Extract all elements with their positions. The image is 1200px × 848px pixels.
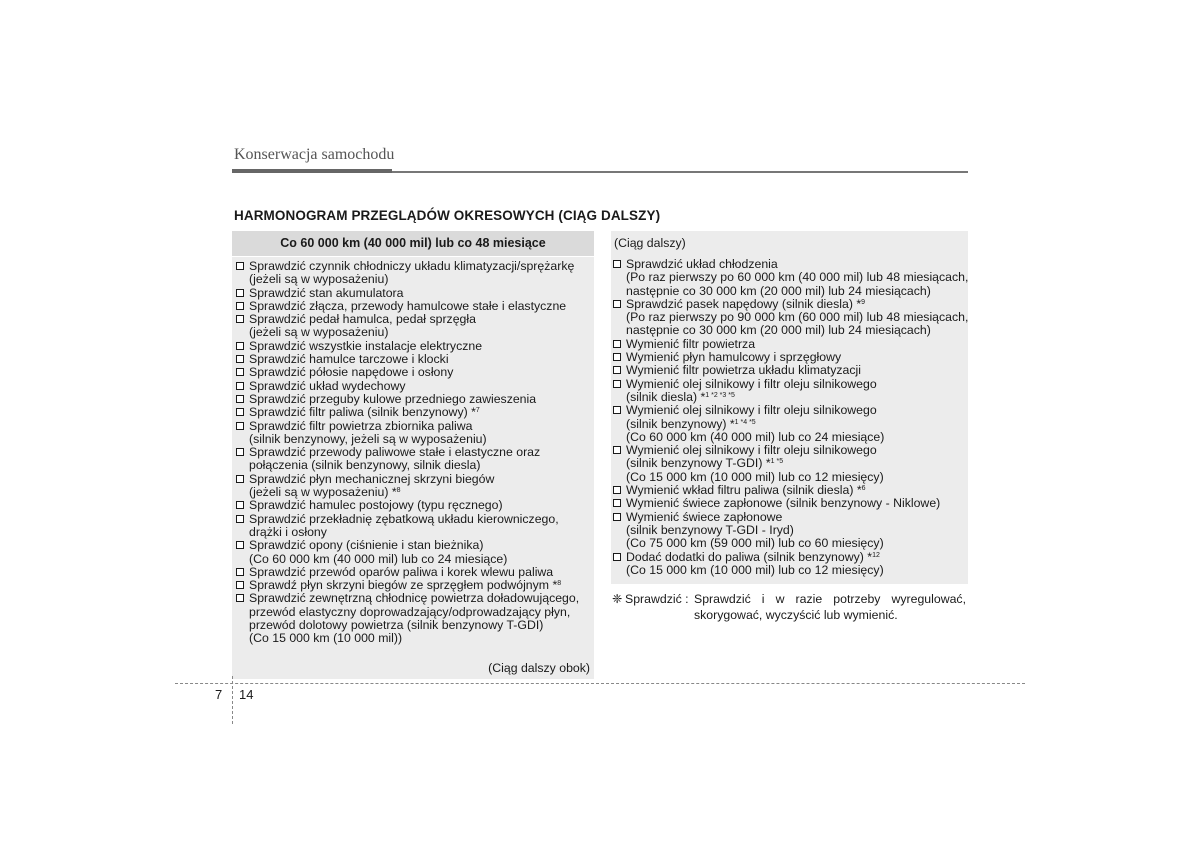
checklist-item-line: Sprawdzić pedał hamulca, pedał sprzęgła	[249, 312, 476, 327]
checklist-item	[236, 592, 590, 645]
footnote-symbol: ❈	[612, 592, 623, 606]
checklist-item	[236, 473, 590, 500]
checklist-item	[236, 539, 590, 566]
header-rule-thick	[232, 169, 392, 173]
continued-label: (Ciąg dalszy)	[614, 236, 686, 250]
checkbox-square-icon	[236, 408, 244, 416]
footer-vertical-rule	[232, 676, 233, 724]
checkbox-square-icon	[236, 501, 244, 509]
left-schedule-box	[232, 231, 594, 679]
checkbox-square-icon	[236, 594, 244, 602]
checklist-item	[236, 420, 590, 447]
right-checklist	[613, 258, 967, 577]
checklist-item	[236, 380, 590, 393]
checklist-item-line: (silnik diesla) *$^{1 *2 *3 *5}$	[626, 389, 735, 404]
checkbox-square-icon	[236, 262, 244, 270]
checklist-item-line: Wymienić płyn hamulcowy i sprzęgłowy	[626, 350, 842, 365]
page-chapter-number: 7	[215, 687, 223, 702]
checklist-item-line: Sprawdź płyn skrzyni biegów ze sprzęgłem podwójnym *$^8$	[249, 578, 562, 593]
left-checklist	[236, 260, 590, 646]
checklist-item	[613, 298, 967, 338]
checkbox-square-icon	[236, 475, 244, 483]
checklist-item	[236, 300, 590, 313]
checkbox-square-icon	[236, 382, 244, 390]
checklist-item-line: drążki i osłony	[249, 524, 327, 539]
checkbox-square-icon	[236, 368, 244, 376]
checklist-item-line: (silnik benzynowy T-GDI) *$^{1 *5}$	[626, 456, 784, 471]
checkbox-square-icon	[236, 515, 244, 523]
checkbox-square-icon	[236, 448, 244, 456]
footnote-reference: 8	[557, 580, 562, 588]
footnote-reference: 7	[475, 407, 480, 415]
checklist-item-line: Sprawdzić płyn mechanicznej skrzyni biegów	[249, 471, 495, 486]
checklist-item	[236, 513, 590, 540]
checklist-item-line: Sprawdzić przewód oparów paliwa i korek wlewu paliwa	[249, 564, 554, 579]
checklist-item-line: Sprawdzić czynnik chłodniczy układu klimatyzacji/sprężarkę	[249, 259, 575, 273]
checklist-item-line: (Co 15 000 km (10 000 mil) lub co 12 miesięcy)	[626, 469, 884, 484]
checkbox-square-icon	[613, 366, 621, 374]
checklist-item-line: Sprawdzić układ chłodzenia	[626, 257, 778, 271]
interval-heading: Co 60 000 km (40 000 mil) lub co 48 miesiące	[232, 231, 594, 257]
checkbox-square-icon	[613, 380, 621, 388]
footnote-text: Sprawdzić i w razie potrzeby wyregulować, skorygować, wyczyścić lub wymienić.	[694, 592, 966, 622]
checklist-item-line: Sprawdzić filtr powietrza zbiornika paliwa	[249, 418, 473, 433]
checklist-item	[236, 446, 590, 473]
checklist-item-line: Wymienić olej silnikowy i filtr oleju silnikowego	[626, 443, 877, 458]
checkbox-square-icon	[613, 446, 621, 454]
checklist-item-line: (jeżeli są w wyposażeniu) *$^8$	[249, 485, 401, 500]
checklist-item-line: Wymienić wkład filtru paliwa (silnik diesla) *$^6$	[626, 483, 866, 498]
checkbox-square-icon	[236, 422, 244, 430]
checkbox-square-icon	[236, 315, 244, 323]
checklist-item-line: (Co 15 000 km (10 000 mil) lub co 12 miesięcy)	[626, 562, 884, 577]
checklist-item	[613, 551, 967, 578]
footnote-reference: 1 *2 *3 *5	[705, 391, 735, 399]
checklist-item-line: (jeżeli są w wyposażeniu)	[249, 272, 389, 287]
checklist-item	[613, 444, 967, 484]
checklist-item-line: Sprawdzić przekładnię zębatkową układu kierowniczego,	[249, 511, 559, 526]
checklist-item-line: Sprawdzić złącza, przewody hamulcowe stałe i elastyczne	[249, 298, 567, 313]
checkbox-square-icon	[236, 395, 244, 403]
checklist-item	[613, 404, 967, 444]
checklist-item	[236, 340, 590, 353]
checklist-item	[613, 338, 967, 351]
checklist-item-line: Sprawdzić stan akumulatora	[249, 285, 404, 300]
checklist-item-line: Sprawdzić wszystkie instalacje elektryczne	[249, 338, 483, 353]
checklist-item-line: Sprawdzić hamulce tarczowe i klocki	[249, 352, 449, 367]
checklist-item	[236, 260, 590, 287]
checklist-item-line: następnie co 30 000 km (20 000 mil) lub 24 miesiącach)	[626, 323, 931, 338]
checklist-item	[613, 497, 967, 510]
checklist-item-line: (silnik benzynowy T-GDI - Iryd)	[626, 522, 794, 537]
right-schedule-box	[611, 231, 968, 584]
checklist-item	[613, 258, 967, 298]
checkbox-square-icon	[613, 513, 621, 521]
checklist-item	[236, 366, 590, 379]
checkbox-square-icon	[236, 581, 244, 589]
checklist-item	[613, 484, 967, 497]
header-rule-thin	[392, 171, 968, 173]
footnote-reference: 9	[861, 298, 866, 306]
section-title: HARMONOGRAM PRZEGLĄDÓW OKRESOWYCH (CIĄG DALSZY)	[234, 208, 661, 223]
checklist-item-line: (jeżeli są w wyposażeniu)	[249, 325, 389, 340]
checklist-item-line: Sprawdzić przeguby kulowe przedniego zawieszenia	[249, 391, 537, 406]
checklist-item-line: (Po raz pierwszy po 90 000 km (60 000 mil) lub 48 miesiącach,	[626, 310, 969, 325]
footnote-label: Sprawdzić :	[625, 592, 689, 606]
checklist-item-line: Sprawdzić opony (ciśnienie i stan bieżnika)	[249, 538, 484, 553]
checkbox-square-icon	[613, 486, 621, 494]
continued-next-label: (Ciąg dalszy obok)	[488, 661, 590, 675]
checklist-item-line: (Co 60 000 km (40 000 mil) lub co 24 miesiące)	[626, 429, 885, 444]
checklist-item	[236, 499, 590, 512]
checklist-item-line: (Co 15 000 km (10 000 mil))	[249, 631, 403, 646]
checklist-item-line: (Co 60 000 km (40 000 mil) lub co 24 miesiące)	[249, 551, 508, 566]
footer-dashed-rule	[175, 683, 1025, 684]
footnote-reference: 1 *4 *5	[734, 418, 756, 426]
footnote-reference: 1 *5	[770, 458, 784, 466]
checklist-item	[613, 351, 967, 364]
footnote-reference: 8	[396, 487, 401, 495]
checklist-item-line: przewód elastyczny doprowadzający/odprowadzający płyn,	[249, 604, 571, 619]
checklist-item	[236, 579, 590, 592]
checkbox-square-icon	[613, 553, 621, 561]
checkbox-square-icon	[236, 541, 244, 549]
checklist-item-line: Wymienić filtr powietrza układu klimatyzacji	[626, 363, 861, 378]
checkbox-square-icon	[236, 355, 244, 363]
checkbox-square-icon	[613, 260, 621, 268]
checkbox-square-icon	[236, 568, 244, 576]
checklist-item-line: Wymienić olej silnikowy i filtr oleju silnikowego	[626, 403, 877, 418]
checklist-item-line: (silnik benzynowy, jeżeli są w wyposażeniu)	[249, 431, 487, 446]
checklist-item-line: Wymienić świece zapłonowe	[626, 509, 783, 524]
checklist-item	[236, 393, 590, 406]
checklist-item-line: Sprawdzić układ wydechowy	[249, 378, 406, 393]
checkbox-square-icon	[236, 289, 244, 297]
page-number: 14	[239, 687, 254, 702]
checklist-item-line: Sprawdzić półosie napędowe i osłony	[249, 365, 454, 380]
checklist-item-line: Wymienić olej silnikowy i filtr oleju silnikowego	[626, 376, 877, 391]
checklist-item-line: Sprawdzić zewnętrzną chłodnicę powietrza doładowującego,	[249, 591, 580, 606]
checklist-item-line: (Co 75 000 km (59 000 mil) lub co 60 miesięcy)	[626, 536, 884, 551]
checklist-item-line: przewód dolotowy powietrza (silnik benzynowy T-GDI)	[249, 618, 544, 633]
checklist-item-line: Sprawdzić filtr paliwa (silnik benzynowy) *$^7$	[249, 405, 480, 420]
checkbox-square-icon	[613, 300, 621, 308]
checklist-item	[236, 406, 590, 419]
checklist-item-line: Wymienić filtr powietrza	[626, 336, 756, 351]
checklist-item	[236, 287, 590, 300]
checklist-item-line: połączenia (silnik benzynowy, silnik diesla)	[249, 458, 481, 473]
checkbox-square-icon	[613, 406, 621, 414]
checklist-item-line: Sprawdzić pasek napędowy (silnik diesla) *$^9$	[626, 296, 866, 311]
checklist-item-line: Sprawdzić przewody paliwowe stałe i elastyczne oraz	[249, 445, 541, 460]
footnote-reference: 12	[872, 551, 880, 559]
checklist-item-line: (Po raz pierwszy po 60 000 km (40 000 mil) lub 48 miesiącach,	[626, 270, 969, 285]
checklist-item-line: następnie co 30 000 km (20 000 mil) lub 24 miesiącach)	[626, 283, 931, 298]
checklist-item-line: Wymienić świece zapłonowe (silnik benzynowy - Niklowe)	[626, 496, 941, 511]
checklist-item-line: Dodać dodatki do paliwa (silnik benzynowy) *$^{12}$	[626, 549, 880, 564]
checklist-item	[236, 313, 590, 340]
checkbox-square-icon	[613, 340, 621, 348]
checklist-item-line: (silnik benzynowy) *$^{1 *4 *5}$	[626, 416, 756, 431]
checklist-item	[613, 364, 967, 377]
checklist-item	[236, 353, 590, 366]
checklist-item	[236, 566, 590, 579]
page-header-title: Konserwacja samochodu	[234, 146, 395, 163]
checklist-item	[613, 378, 967, 405]
footnote-reference: 6	[861, 485, 866, 493]
checklist-item-line: Sprawdzić hamulec postojowy (typu ręcznego)	[249, 498, 503, 513]
checkbox-square-icon	[613, 353, 621, 361]
checklist-item	[613, 511, 967, 551]
checkbox-square-icon	[236, 342, 244, 350]
checkbox-square-icon	[613, 499, 621, 507]
checkbox-square-icon	[236, 302, 244, 310]
